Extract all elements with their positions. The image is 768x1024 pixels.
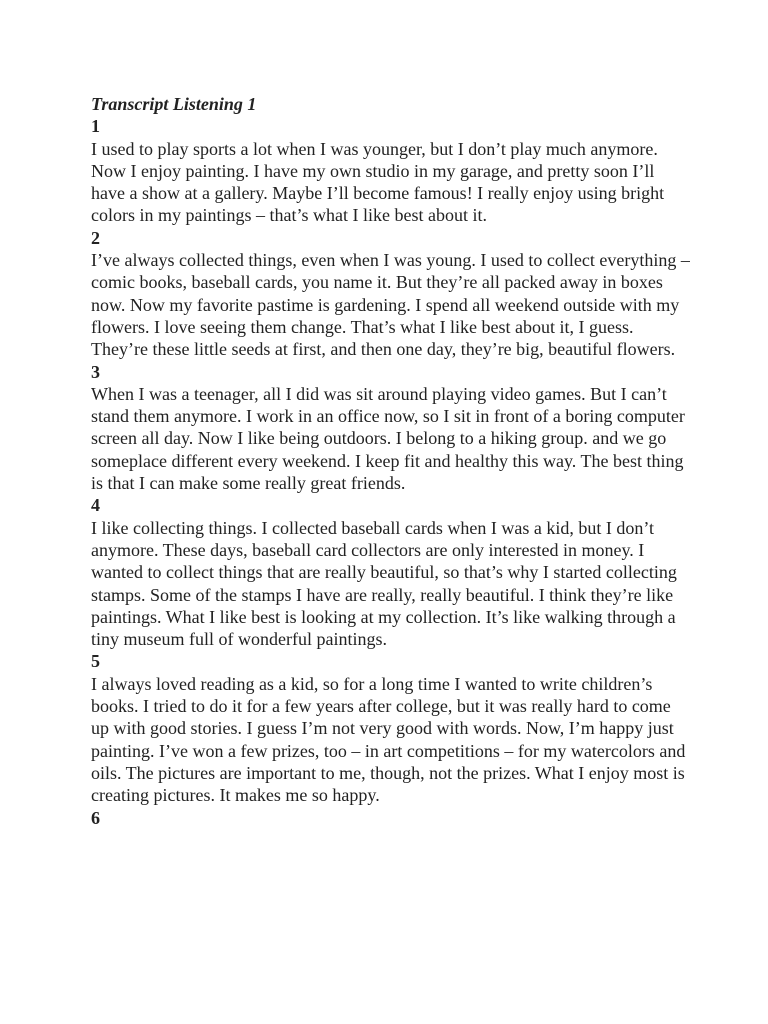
- section-text-5: I always loved reading as a kid, so for a long time I wanted to write children’s books. I tried to do it for a few years after college, but it was really hard to come up with good stories. I guess I’m not very good with words. Now, I’m happy just painting. I’ve won a few prizes, too – in art competitions – for my watercolors and oils. The pictures are important to me, though, not the prizes. What I enjoy most is creating pictures. It makes me so happy.: [91, 673, 686, 806]
- section-number-1: 1: [91, 116, 100, 137]
- section-number-4: 4: [91, 495, 100, 516]
- section-number-3: 3: [91, 361, 100, 382]
- document-page: [91, 93, 691, 829]
- section-text-1: I used to play sports a lot when I was younger, but I don’t play much anymore. Now I enjoy painting. I have my own studio in my garage, and pretty soon I’ll have a show at a gallery. Maybe I’ll become famous! I really enjoy using bright colors in my paintings – that’s what I like best about it.: [91, 138, 665, 226]
- section-text-2: I’ve always collected things, even when I was young. I used to collect everything – comic books, baseball cards, you name it. But they’re all packed away in boxes now. Now my favorite pastime is gardening. I spend all weekend outside with my flowers. I love seeing them change. That’s what I like best about it, I guess. They’re these little seeds at first, and then one day, they’re big, beautiful flowers.: [91, 250, 690, 360]
- section-number-2: 2: [91, 227, 100, 248]
- section-text-3: When I was a teenager, all I did was sit around playing video games. But I can’t stand them anymore. I work in an office now, so I sit in front of a boring computer screen all day. Now I like being outdoors. I belong to a hiking group. and we go someplace different every weekend. I keep fit and healthy this way. The best thing is that I can make some really great friends.: [91, 383, 685, 494]
- document-title: Transcript Listening 1: [91, 94, 257, 114]
- section-number-5: 5: [91, 651, 100, 672]
- section-text-4: I like collecting things. I collected baseball cards when I was a kid, but I don’t anymore. These days, baseball card collectors are only interested in money. I wanted to collect things that are really beautiful, so that’s why I started collecting stamps. Some of the stamps I have are really, really beautiful. I think they’re like paintings. What I like best is looking at my collection. It’s like walking through a tiny museum full of wonderful paintings.: [91, 517, 677, 650]
- section-number-6: 6: [91, 807, 100, 828]
